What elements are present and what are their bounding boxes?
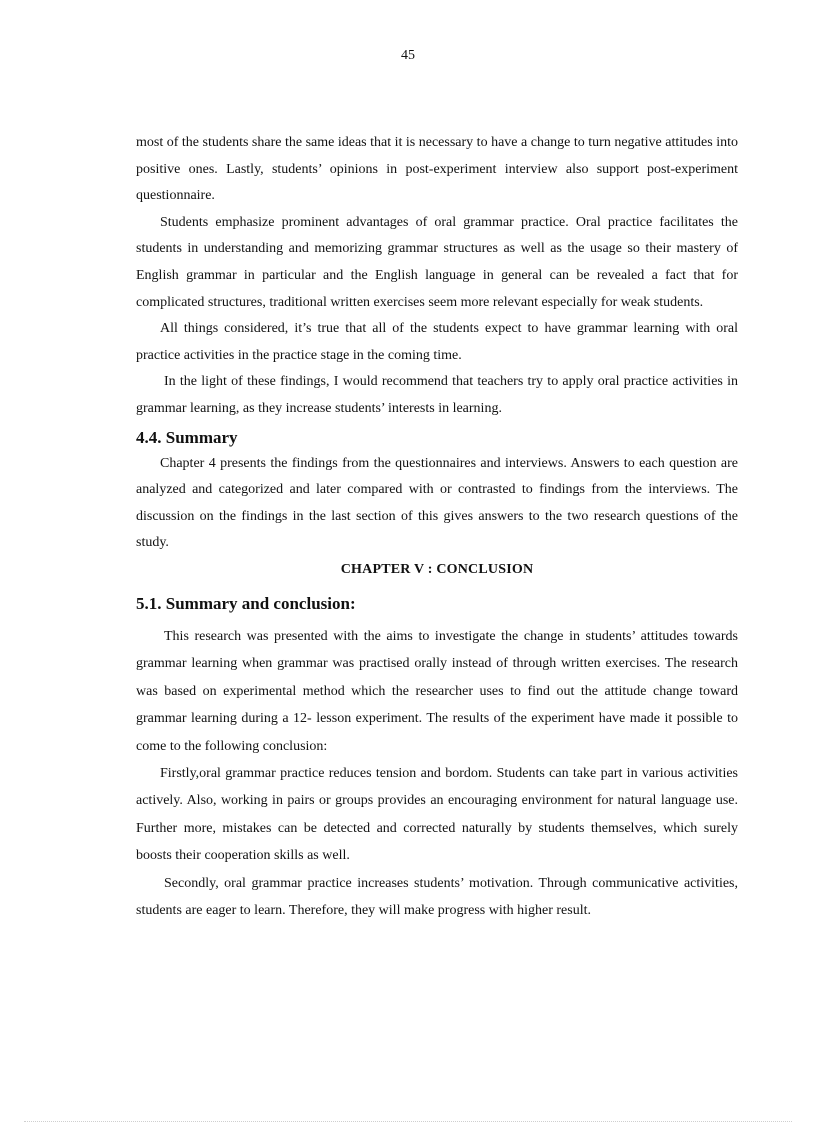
paragraph: This research was presented with the aims to investigate the change in students’ attitudes towards grammar learning when grammar was practised orally instead of through written exercises. The research was based on experimental method which the researcher uses to find out the attitude change toward grammar learning during a 12- lesson experiment. The results of the experiment have made it possible to come to the following conclusion: <box>136 628 738 754</box>
paragraph: Students emphasize prominent advantages of oral grammar practice. Oral practice facilitates the students in understanding and memorizing grammar structures as well as the usage so their mastery of English grammar in particular and the English language in general can be revealed a fact that for complicated structures, traditional written exercises seem more relevant especially for weak students. <box>136 214 738 310</box>
page-bottom-border <box>24 1121 792 1122</box>
paragraph: Chapter 4 presents the findings from the questionnaires and interviews. Answers to each question are analyzed and categorized and later compared with or contrasted to findings from the interviews. The discussion on the findings in the last section of this gives answers to the two research questions of the study. <box>136 455 738 551</box>
document-body <box>136 130 738 924</box>
paragraph: Firstly,oral grammar practice reduces tension and bordom. Students can take part in various activities actively. Also, working in pairs or groups provides an encouraging environment for natural language use. Further more, mistakes can be detected and corrected naturally by students themselves, which surely boosts their cooperation skills as well. <box>136 765 738 864</box>
paragraph: In the light of these findings, I would recommend that teachers try to apply oral practice activities in grammar learning, as they increase students’ interests in learning. <box>136 374 738 416</box>
chapter-title: CHAPTER V : CONCLUSION <box>340 561 534 577</box>
paragraph: Secondly, oral grammar practice increases students’ motivation. Through communicative activities, students are eager to learn. Therefore, they will make progress with higher result. <box>136 875 738 918</box>
paragraph: most of the students share the same ideas that it is necessary to have a change to turn negative attitudes into positive ones. Lastly, students’ opinions in post-experiment interview also support post-experiment questionnaire. <box>136 135 738 204</box>
page-number: 45 <box>401 48 415 63</box>
section-heading-4-4: 4.4. Summary <box>136 427 238 447</box>
section-heading-5-1: 5.1. Summary and conclusion: <box>136 593 356 613</box>
paragraph: All things considered, it’s true that all of the students expect to have grammar learning with oral practice activities in the practice stage in the coming time. <box>136 321 738 363</box>
